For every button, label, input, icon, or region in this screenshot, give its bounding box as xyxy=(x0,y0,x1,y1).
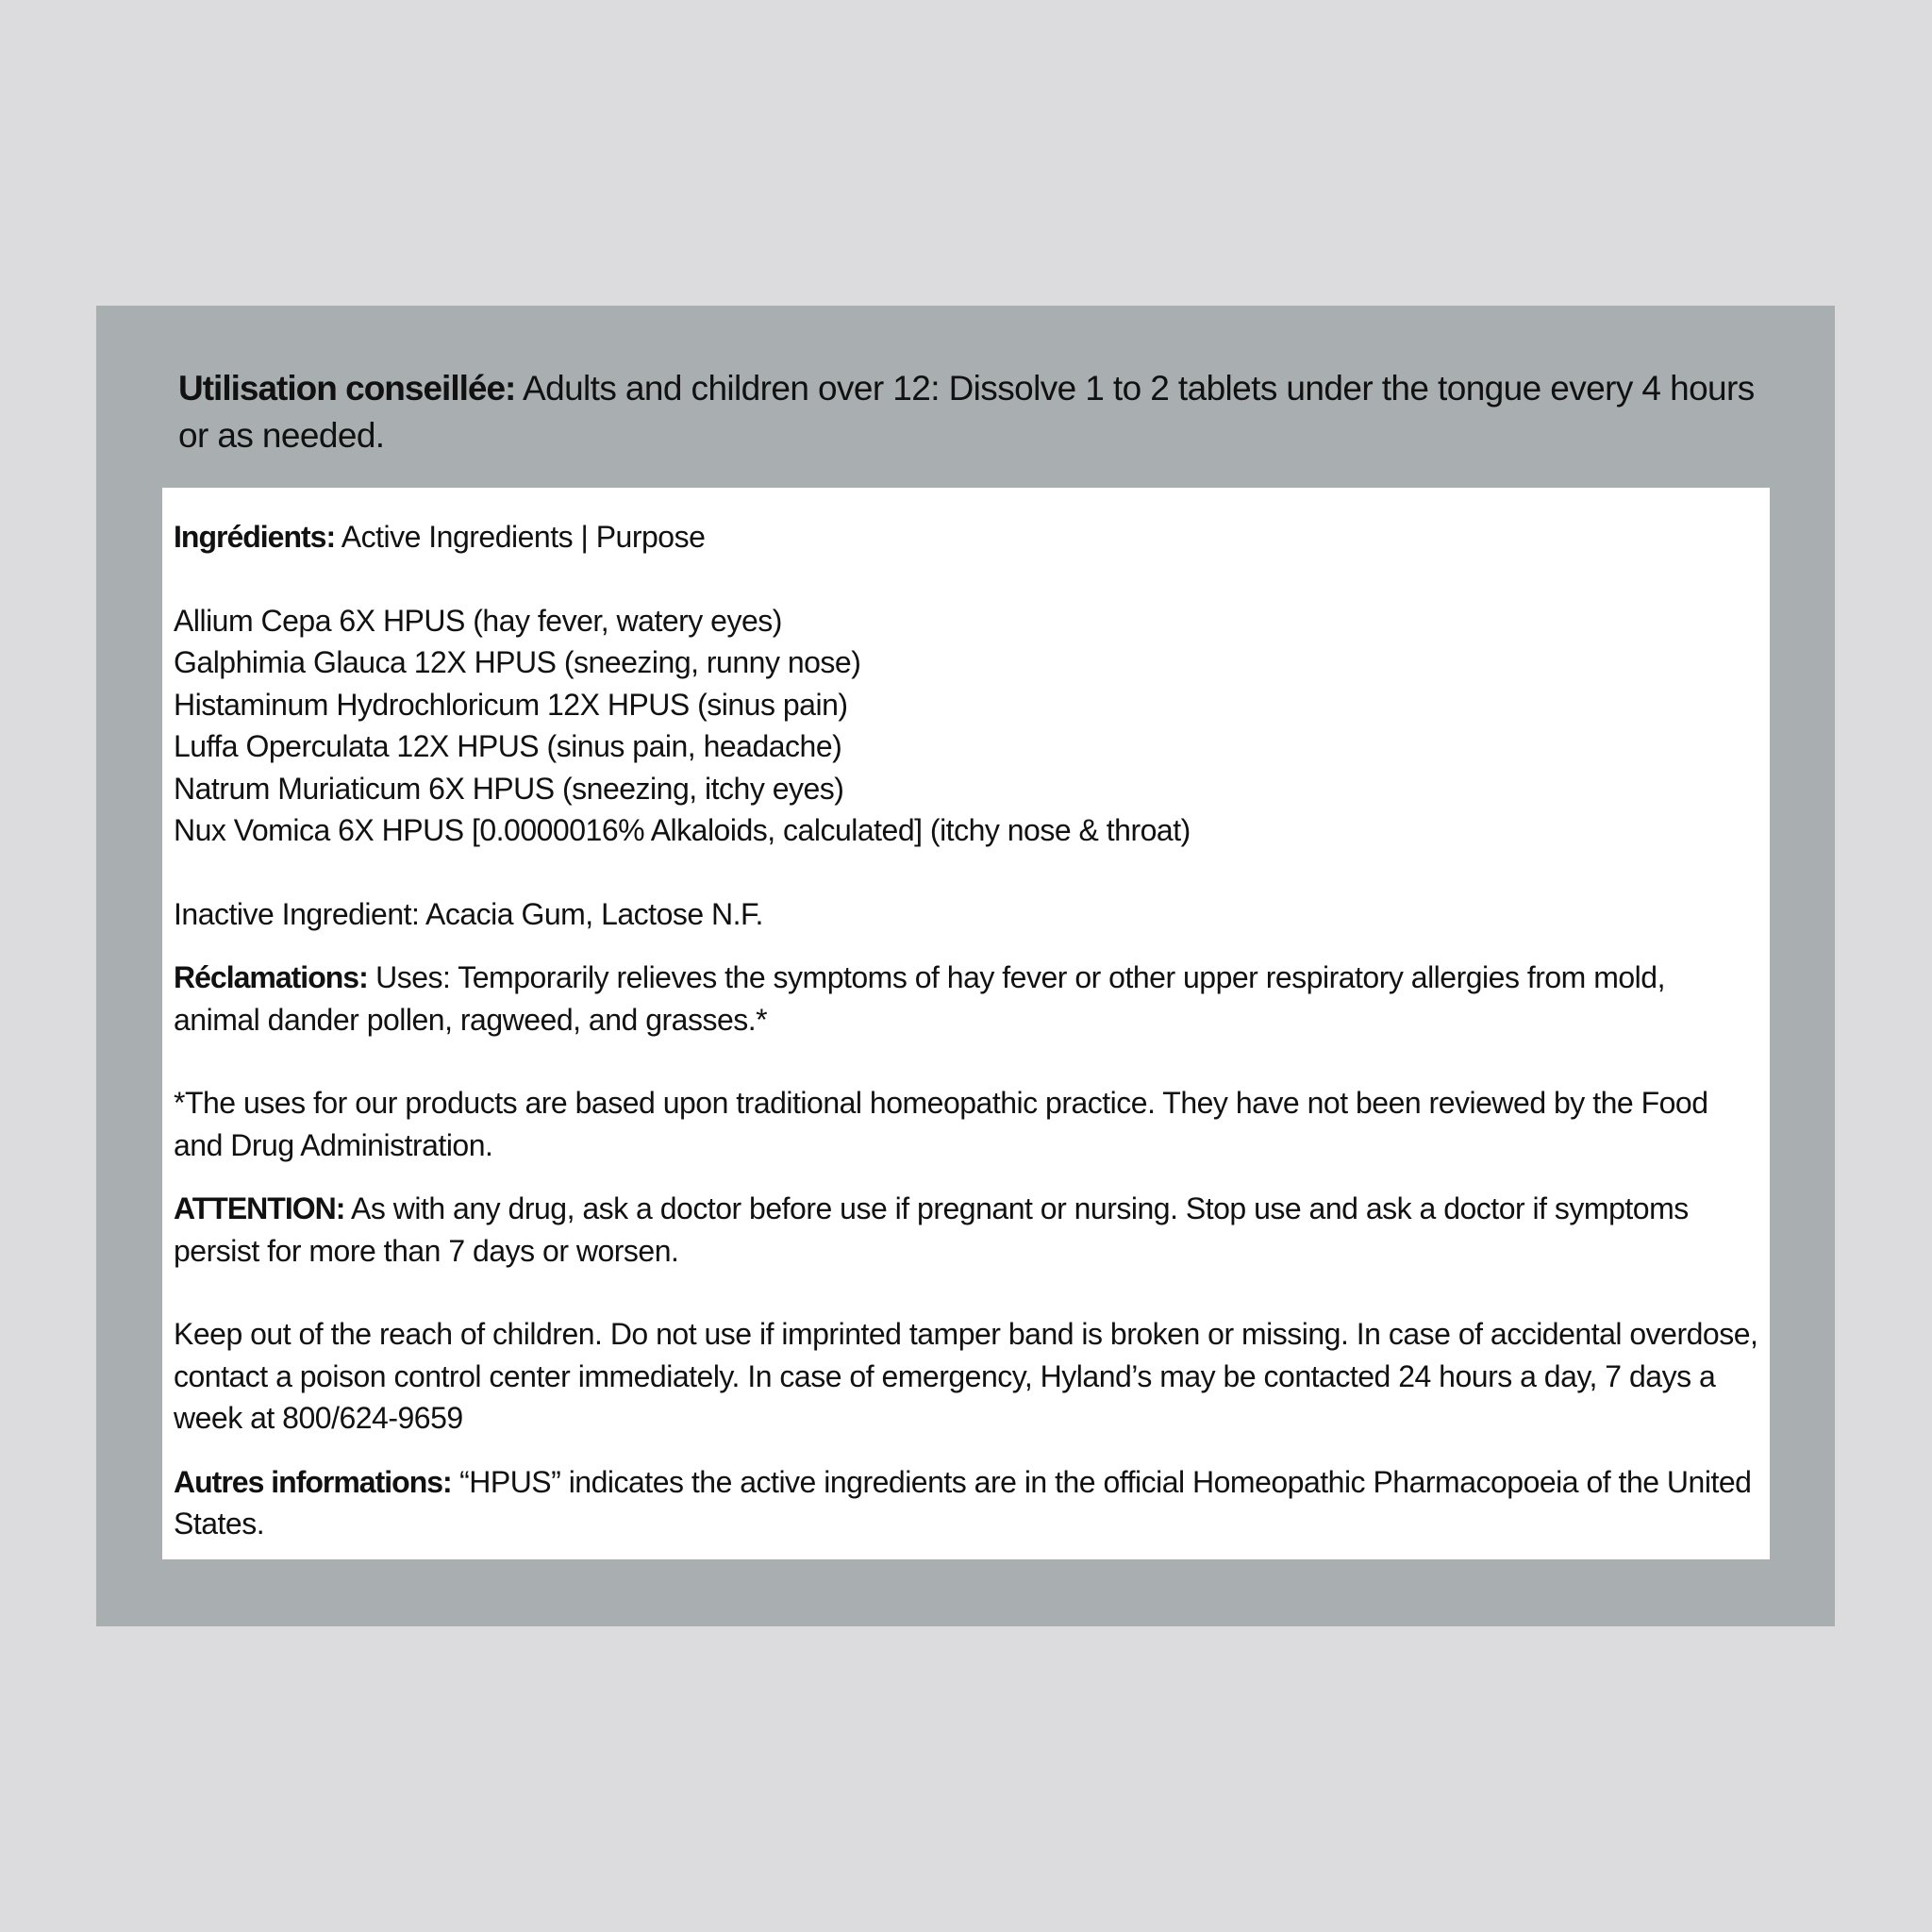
info-content xyxy=(174,516,1758,1545)
ingredient-item: Natrum Muriaticum 6X HPUS (sneezing, itchy eyes) xyxy=(174,771,844,806)
ingredients-label: Ingrédients: xyxy=(174,520,336,554)
attention-text: As with any drug, ask a doctor before use if pregnant or nursing. Stop use and ask a doctor if symptoms persist for more than 7 days or worsen. xyxy=(174,1191,1689,1268)
claims-note: *The uses for our products are based upon traditional homeopathic practice. They have not been reviewed by the Food and Drug Administration. xyxy=(174,1086,1708,1162)
ingredient-item: Galphimia Glauca 12X HPUS (sneezing, runny nose) xyxy=(174,645,861,679)
attention-label: ATTENTION: xyxy=(174,1191,345,1225)
label-panel xyxy=(96,306,1835,1626)
other-info-text: “HPUS” indicates the active ingredients are in the official Homeopathic Pharmacopoeia of the United States. xyxy=(174,1464,1752,1541)
inactive-ingredient: Inactive Ingredient: Acacia Gum, Lactose N.F. xyxy=(174,896,763,931)
keep-out-warning: Keep out of the reach of children. Do not use if imprinted tamper band is broken or missing. In case of accidental overdose, contact a poison control center immediately. In case of emergency, Hyland’s may be contacted 24 hours a day, 7 days a week at 800/624-9659 xyxy=(174,1317,1758,1435)
other-info-label: Autres informations: xyxy=(174,1464,452,1499)
active-ingredients-list xyxy=(174,600,1758,852)
suggested-use-label: Utilisation conseillée: xyxy=(178,369,516,408)
ingredients-header: Active Ingredients | Purpose xyxy=(341,520,706,554)
ingredient-item: Luffa Operculata 12X HPUS (sinus pain, headache) xyxy=(174,729,842,763)
ingredient-item: Histaminum Hydrochloricum 12X HPUS (sinus pain) xyxy=(174,687,848,722)
suggested-use-text: Adults and children over 12: Dissolve 1 to 2 tablets under the tongue every 4 hours or as needed. xyxy=(178,369,1755,455)
ingredient-item: Allium Cepa 6X HPUS (hay fever, watery eyes) xyxy=(174,603,782,638)
other-info-paragraph xyxy=(174,1461,1758,1545)
ingredient-item: Nux Vomica 6X HPUS [0.0000016% Alkaloids, calculated] (itchy nose & throat) xyxy=(174,813,1191,847)
attention-paragraph xyxy=(174,1188,1758,1272)
suggested-use xyxy=(178,365,1782,459)
info-box xyxy=(162,488,1770,1559)
claims-paragraph xyxy=(174,957,1758,1041)
ingredients-heading xyxy=(174,516,1758,558)
claims-label: Réclamations: xyxy=(174,960,368,994)
claims-uses: Uses: Temporarily relieves the symptoms of hay fever or other upper respiratory allergies from mold, animal dander pollen, ragweed, and grasses.* xyxy=(174,960,1665,1037)
